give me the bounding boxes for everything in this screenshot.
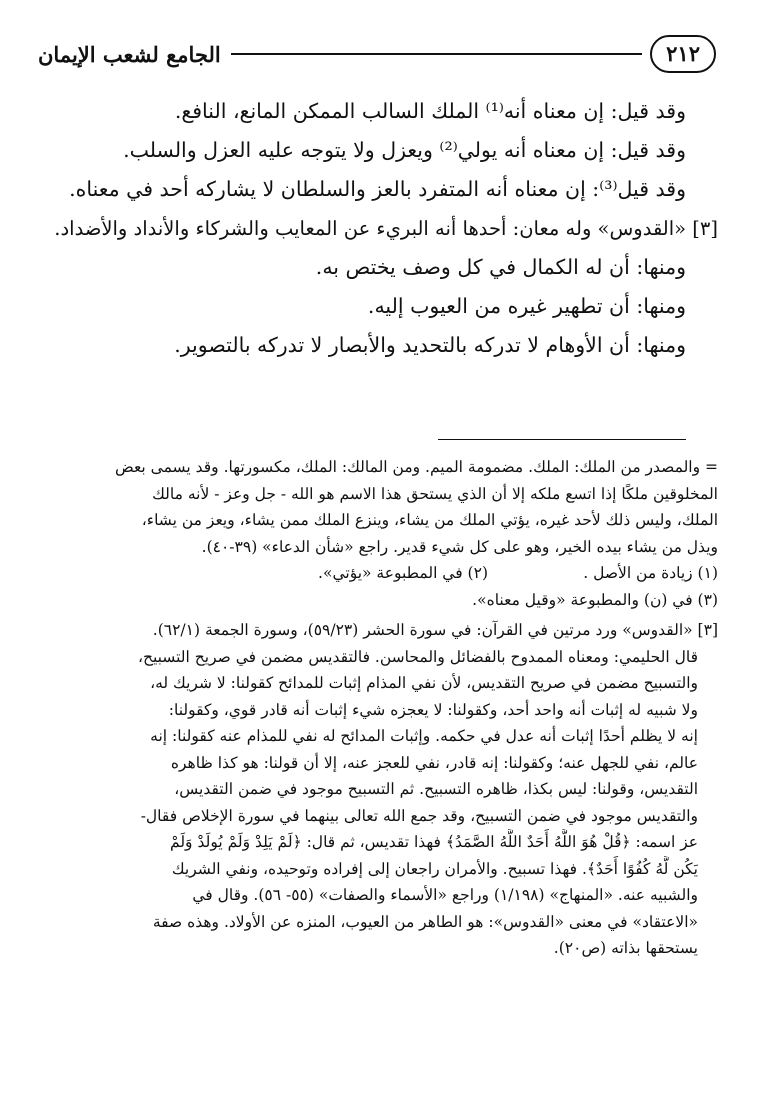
- footnote-2: (٢) في المطبوعة «يؤتي».: [318, 564, 488, 582]
- main-line: ومنها: أن تطهير غيره من العيوب إليه.: [367, 294, 686, 318]
- footnote-3: (٣) في (ن) والمطبوعة «وقيل معناه».: [472, 590, 718, 609]
- footnote-pair: [38, 560, 718, 587]
- footnote-4-line: [٣] «القدوس» ورد مرتين في القرآن: في سورة الحشر (٥٩/٢٣)، وسورة الجمعة (٦٢/١).: [152, 621, 718, 639]
- footnote-line: ويذل من يشاء بيده الخير، وهو على كل شيء قدير. راجع «شأن الدعاء» (٣٩-٤٠).: [201, 537, 718, 556]
- main-text: [40, 92, 718, 365]
- header-rule: [231, 53, 642, 55]
- running-title: الجامع لشعب الإيمان: [38, 41, 221, 67]
- page-header: [28, 34, 716, 74]
- footnotes: [38, 454, 718, 962]
- main-line: وقد قيل⁽³⁾: إن معناه أنه المتفرد بالعز والسلطان لا يشاركه أحد في معناه.: [69, 177, 686, 201]
- footnote-4-line: «الاعتقاد» في معنى «القدوس»: هو الطاهر من العيوب، المنزه عن الأولاد. وهذه صفة: [152, 912, 698, 931]
- footnote-separator: [438, 439, 686, 440]
- footnote-4-line: يَكُن لَّهُ كُفُوًا أَحَدٌ﴾. فهذا تسبيح. والأمران راجعان إلى إفراده وتوحيده، ونفي الشريك: [171, 859, 698, 878]
- footnote-line: الملك، وليس ذلك لأحد غيره، يؤتي الملك من يشاء، وينزع الملك ممن يشاء، ويعز من يشاء،: [141, 511, 718, 529]
- footnote-4-line: يستحقها بذاته (ص٢٠).: [553, 939, 698, 957]
- page-number: ٢١٢: [650, 35, 716, 73]
- footnote-4-line: عز اسمه: ﴿قُلْ هُوَ اللَّهُ أَحَدٌ اللَّهُ الصَّمَدُ﴾ فهذا تقديس، ثم قال: ﴿لَمْ يَلِدْ وَلَمْ يُولَدْ وَلَمْ: [170, 833, 698, 851]
- footnote-4-line: التقديس، وقولنا: ليس بكذا، ظاهره التسبيح. ثم التسبيح موجود في ضمن التقديس،: [174, 780, 698, 798]
- main-line: وقد قيل: إن معناه أنه يولي⁽²⁾ ويعزل ولا يتوجه عليه العزل والسلب.: [123, 138, 686, 162]
- footnote-4-line: والتقديس موجود في ضمن التسبيح، وقد جمع الله تعالى بينهما في سورة الإخلاص فقال-: [140, 806, 698, 825]
- footnote-4-line: والشبيه عنه. «المنهاج» (١/١٩٨) وراجع «الأسماء والصفات» (٥٥- ٥٦). وقال في: [192, 886, 698, 904]
- footnote-4-line: والتسبيح مضمن في صريح التقديس، لأن نفي المذام إثبات للمدائح كقولنا: لا شريك له،: [150, 674, 698, 692]
- footnote-4-line: إنه لا يظلم أحدًا إثبات أنه عدل في حكمه. وإثبات المدائح له نفي للمذام عنه كقولنا: إنه: [150, 727, 698, 745]
- main-line: ومنها: أن له الكمال في كل وصف يختص به.: [315, 255, 686, 279]
- main-line: [٣] «القدوس» وله معان: أحدها أنه البريء عن المعايب والشركاء والأنداد والأضداد.: [54, 217, 718, 240]
- footnote-4-line: عالم، نفي للجهل عنه؛ وكقولنا: إنه قادر، نفي للعجز عنه، إلا أن قولنا: هو كذا ظاهره: [170, 753, 698, 772]
- main-line: ومنها: أن الأوهام لا تدركه بالتحديد والأبصار لا تدركه بالتصوير.: [174, 333, 686, 357]
- footnote-line: المخلوقين ملكًا إذا اتسع ملكه إلا أن الذي يستحق هذا الاسم هو الله - جل وعز - لأنه مالك: [152, 484, 718, 503]
- footnote-4-line: قال الحليمي: ومعناه الممدوح بالفضائل والمحاسن. فالتقديس مضمن في صريح التسبيح،: [137, 647, 698, 666]
- main-line: وقد قيل: إن معناه أنه⁽¹⁾ الملك السالب الممكن المانع، النافع.: [174, 99, 686, 123]
- footnote-line: = والمصدر من الملك: الملك. مضمومة الميم. ومن المالك: الملك، مكسورتها. وقد يسمى بعض: [114, 458, 718, 476]
- footnote-1: (١) زيادة من الأصل .: [583, 564, 718, 582]
- footnote-4-line: ولا شبيه له إثبات أنه واحد أحد، وكقولنا: لا يعجزه شيء إثبات أنه قادر قوي، وكقولنا:: [168, 700, 698, 719]
